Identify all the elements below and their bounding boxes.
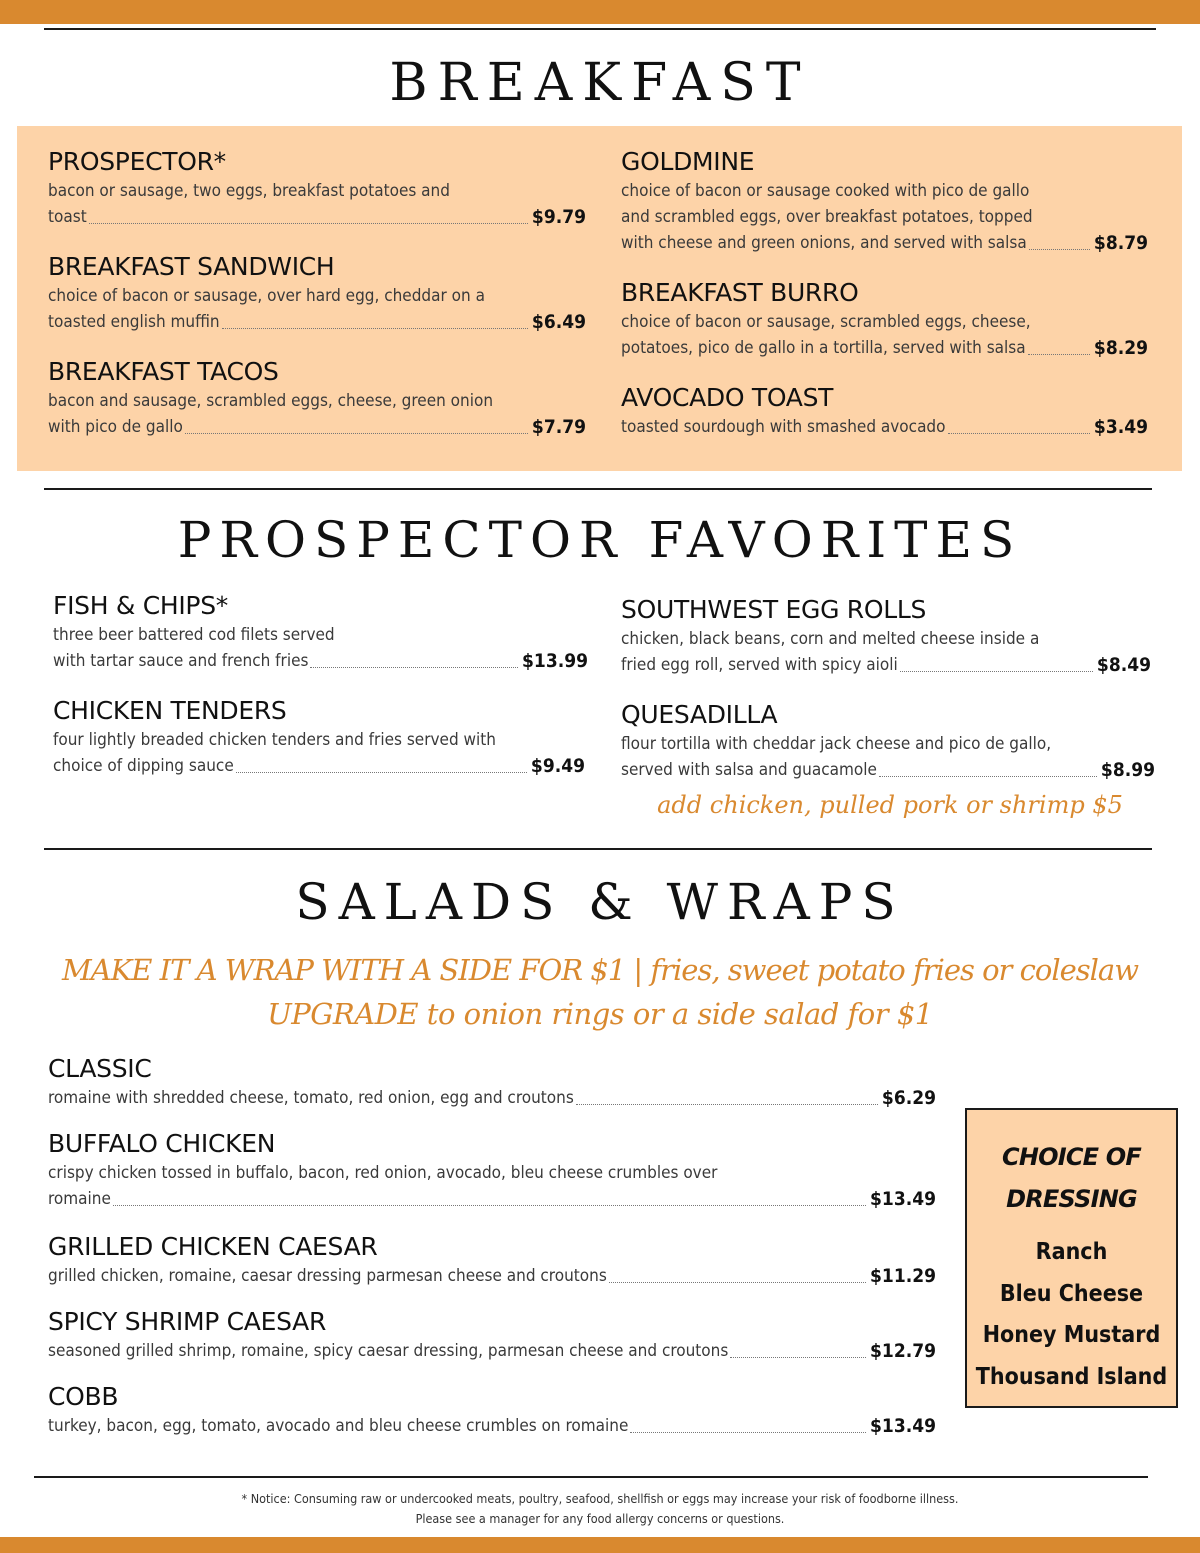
divider [44, 28, 1156, 30]
item-price: $9.79 [531, 206, 586, 228]
description-line: toasted english muffin [48, 312, 220, 332]
menu-item [48, 1129, 936, 1212]
description-line: toasted sourdough with smashed avocado [621, 417, 946, 437]
salads-title: SALADS & WRAPS [295, 873, 905, 931]
description-line: chicken, black beans, corn and melted cheese inside a [621, 629, 1040, 649]
item-description [53, 727, 585, 779]
description-line: seasoned grilled shrimp, romaine, spicy caesar dressing, parmesan cheese and croutons [48, 1341, 729, 1361]
dressing-option: Honey Mustard [982, 1322, 1161, 1348]
dressing-option: Bleu Cheese [999, 1280, 1144, 1307]
menu-item [621, 595, 1151, 678]
item-name: FISH & CHIPS* [53, 591, 228, 620]
menu-item [48, 252, 586, 335]
item-description [48, 1413, 936, 1439]
menu-item [48, 147, 586, 230]
item-price: $6.49 [531, 311, 586, 333]
description-line: choice of bacon or sausage, over hard egg, cheddar on a [48, 286, 485, 306]
description-price-line [621, 230, 1148, 256]
dot-leader [89, 223, 528, 224]
menu-item [621, 147, 1148, 256]
divider [44, 848, 1152, 850]
dot-leader [1029, 249, 1090, 250]
item-price: $13.49 [870, 1188, 936, 1210]
item-name: GRILLED CHICKEN CAESAR [48, 1232, 378, 1261]
description-price-line [48, 1085, 936, 1111]
item-description [48, 388, 586, 440]
dot-leader [1028, 354, 1090, 355]
menu-item [621, 700, 1155, 783]
dressing-list [967, 1232, 1176, 1398]
item-price: $11.29 [870, 1265, 936, 1287]
dot-leader [310, 667, 518, 668]
item-name: BREAKFAST SANDWICH [48, 252, 335, 281]
menu-item [53, 696, 585, 779]
item-name: CHICKEN TENDERS [53, 696, 287, 725]
dressing-title-line: DRESSING [1006, 1185, 1137, 1213]
top-accent-band [0, 0, 1200, 24]
item-description [621, 731, 1155, 783]
description-price-line [48, 1186, 936, 1212]
description-price-line [48, 414, 586, 440]
item-price: $12.79 [870, 1340, 936, 1362]
item-price: $6.29 [881, 1087, 936, 1109]
description-line: crispy chicken tossed in buffalo, bacon, red onion, avocado, bleu cheese crumbles over [48, 1163, 718, 1183]
item-description [621, 414, 1148, 440]
item-description [621, 626, 1151, 678]
description-line: fried egg roll, served with spicy aioli [621, 655, 898, 675]
dot-leader [113, 1205, 866, 1206]
bottom-accent-band [0, 1537, 1200, 1553]
description-line: four lightly breaded chicken tenders and fries served with [53, 730, 496, 750]
dot-leader [900, 671, 1093, 672]
description-line: bacon and sausage, scrambled eggs, cheese, green onion [48, 391, 494, 411]
dressing-option: Thousand Island [975, 1363, 1168, 1390]
description-price-line [48, 1413, 936, 1439]
description-line: served with salsa and guacamole [621, 760, 877, 780]
item-price: $13.99 [522, 650, 588, 672]
dot-leader [222, 328, 528, 329]
description-price-line [48, 309, 586, 335]
menu-item [48, 357, 586, 440]
dressing-option: Ranch [1035, 1239, 1108, 1265]
menu-item [48, 1232, 936, 1289]
upgrade-promo: UPGRADE to onion rings or a side salad for $1 [267, 997, 933, 1031]
dressing-title-line: CHOICE OF [1002, 1143, 1141, 1171]
dot-leader [630, 1432, 866, 1433]
item-description [53, 622, 588, 674]
description-line: potatoes, pico de gallo in a tortilla, served with salsa [621, 338, 1026, 358]
dot-leader [576, 1104, 878, 1105]
dressing-title [967, 1136, 1176, 1220]
item-name: CLASSIC [48, 1054, 152, 1083]
description-line: with pico de gallo [48, 417, 183, 437]
description-line: choice of dipping sauce [53, 756, 234, 776]
notice-line: Please see a manager for any food allergy concerns or questions. [415, 1511, 785, 1526]
item-price: $8.99 [1100, 759, 1155, 781]
dot-leader [236, 772, 527, 773]
addon-note: add chicken, pulled pork or shrimp $5 [657, 791, 1123, 819]
item-name: AVOCADO TOAST [621, 383, 834, 412]
description-line: with cheese and green onions, and served with salsa [621, 233, 1027, 253]
item-price: $3.49 [1093, 416, 1148, 438]
item-description [48, 1160, 936, 1212]
item-name: SPICY SHRIMP CAESAR [48, 1307, 327, 1336]
item-name: COBB [48, 1382, 119, 1411]
dot-leader [609, 1282, 866, 1283]
dressing-box [965, 1108, 1178, 1408]
dot-leader [879, 776, 1097, 777]
menu-item [621, 383, 1148, 440]
notice-line: * Notice: Consuming raw or undercooked meats, poultry, seafood, shellfish or eggs may increase your risk of foodborne illness. [241, 1491, 959, 1506]
item-name: BREAKFAST TACOS [48, 357, 279, 386]
dot-leader [730, 1357, 866, 1358]
item-name: BREAKFAST BURRO [621, 278, 859, 307]
menu-item [48, 1054, 936, 1111]
description-price-line [48, 204, 586, 230]
description-line: flour tortilla with cheddar jack cheese and pico de gallo, [621, 734, 1052, 754]
item-price: $8.79 [1093, 232, 1148, 254]
menu-item [48, 1307, 936, 1364]
divider [34, 1476, 1148, 1478]
item-description [621, 309, 1148, 361]
description-line: choice of bacon or sausage cooked with pico de gallo [621, 181, 1030, 201]
item-name: BUFFALO CHICKEN [48, 1129, 276, 1158]
menu-item [53, 591, 588, 674]
description-price-line [621, 335, 1148, 361]
description-line: three beer battered cod filets served [53, 625, 335, 645]
item-description [48, 1263, 936, 1289]
menu-item [621, 278, 1148, 361]
description-line: toast [48, 207, 87, 227]
item-description [48, 283, 586, 335]
item-description [621, 178, 1148, 256]
dot-leader [185, 433, 528, 434]
item-price: $13.49 [870, 1415, 936, 1437]
item-name: QUESADILLA [621, 700, 778, 729]
breakfast-title: BREAKFAST [389, 53, 811, 113]
divider [44, 488, 1152, 490]
wrap-promo: MAKE IT A WRAP WITH A SIDE FOR $1 | fries, sweet potato fries or coleslaw [61, 953, 1139, 987]
item-price: $8.29 [1093, 337, 1148, 359]
description-price-line [53, 648, 588, 674]
favorites-title: PROSPECTOR FAVORITES [177, 511, 1023, 569]
description-price-line [48, 1338, 936, 1364]
description-line: choice of bacon or sausage, scrambled eggs, cheese, [621, 312, 1031, 332]
dot-leader [948, 433, 1090, 434]
description-price-line [621, 652, 1151, 678]
menu-item [48, 1382, 936, 1439]
item-price: $7.79 [531, 416, 586, 438]
item-description [48, 1085, 936, 1111]
item-description [48, 1338, 936, 1364]
item-price: $9.49 [530, 755, 585, 777]
item-description [48, 178, 586, 230]
description-line: romaine with shredded cheese, tomato, red onion, egg and croutons [48, 1088, 574, 1108]
description-line: and scrambled eggs, over breakfast potatoes, topped [621, 207, 1033, 227]
description-line: romaine [48, 1189, 111, 1209]
item-name: PROSPECTOR* [48, 147, 226, 176]
description-price-line [621, 414, 1148, 440]
description-price-line [621, 757, 1155, 783]
description-line: with tartar sauce and french fries [53, 651, 309, 671]
description-price-line [53, 753, 585, 779]
item-name: GOLDMINE [621, 147, 755, 176]
description-line: bacon or sausage, two eggs, breakfast potatoes and [48, 181, 450, 201]
item-price: $8.49 [1096, 654, 1151, 676]
description-line: grilled chicken, romaine, caesar dressing parmesan cheese and croutons [48, 1266, 607, 1286]
description-line: turkey, bacon, egg, tomato, avocado and bleu cheese crumbles on romaine [48, 1416, 629, 1436]
description-price-line [48, 1263, 936, 1289]
item-name: SOUTHWEST EGG ROLLS [621, 595, 927, 624]
